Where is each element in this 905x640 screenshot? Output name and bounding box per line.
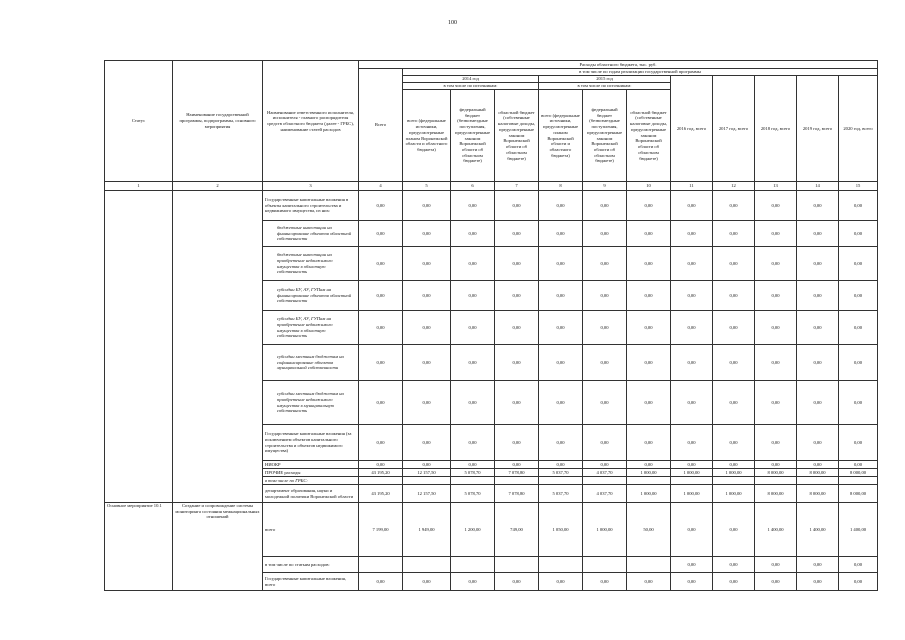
value-cell: 0,00 xyxy=(671,503,713,557)
value-cell: 43 195,20 xyxy=(359,469,403,477)
value-cell: 0,00 xyxy=(839,281,878,311)
value-cell: 0,00 xyxy=(451,461,495,469)
value-cell: 0,00 xyxy=(797,247,839,281)
event-status: Основное мероприятие 10.1 xyxy=(105,503,173,591)
value-cell: 0,00 xyxy=(403,425,451,461)
row-label: в том числе по статьям расходов: xyxy=(263,557,359,573)
value-cell: 0,00 xyxy=(359,425,403,461)
value-cell: 0,00 xyxy=(755,221,797,247)
column-number: 3 xyxy=(263,182,359,191)
value-cell: 0,00 xyxy=(839,557,878,573)
value-cell: 43 195,20 xyxy=(359,485,403,503)
value-cell xyxy=(403,477,451,485)
header-subtitle: в том числе по годам реализации государственной программы xyxy=(403,69,878,76)
value-cell: 0,00 xyxy=(839,191,878,221)
column-number: 2 xyxy=(173,182,263,191)
value-cell: 0,00 xyxy=(359,221,403,247)
header-src-regional-2014: областной бюджет (собственные налоговые доходы, предусмотренные законом Воронежской области об областном бюджете) xyxy=(495,90,539,182)
name-cell-empty xyxy=(173,191,263,503)
value-cell: 0,00 xyxy=(627,345,671,381)
value-cell: 0,00 xyxy=(451,381,495,425)
column-number: 11 xyxy=(671,182,713,191)
event-name: Создание и сопровождение системы мониторинга состояния межнациональных отношений xyxy=(173,503,263,591)
value-cell: 0,00 xyxy=(495,281,539,311)
row-label: Государственные капитальные вложения, всего xyxy=(263,573,359,591)
value-cell: 0,00 xyxy=(451,425,495,461)
row-label: субсидии БУ, АУ, ГУПам на финансирование объектов областной собственности xyxy=(263,281,359,311)
column-number: 5 xyxy=(403,182,451,191)
value-cell xyxy=(671,477,713,485)
header-expenses: Расходы областного бюджета, тыс. руб. xyxy=(359,61,878,69)
value-cell: 0,00 xyxy=(755,573,797,591)
value-cell xyxy=(839,477,878,485)
value-cell: 0,00 xyxy=(583,247,627,281)
value-cell: 8 000,00 xyxy=(839,469,878,477)
value-cell: 1 000,00 xyxy=(713,469,755,477)
value-cell: 0,00 xyxy=(713,381,755,425)
value-cell: 7 199,00 xyxy=(359,503,403,557)
value-cell xyxy=(495,557,539,573)
value-cell: 1 000,00 xyxy=(671,469,713,477)
value-cell xyxy=(627,557,671,573)
value-cell: 1 949,00 xyxy=(403,503,451,557)
value-cell: 1 400,00 xyxy=(797,503,839,557)
value-cell: 0,00 xyxy=(671,247,713,281)
value-cell: 0,00 xyxy=(671,221,713,247)
value-cell xyxy=(755,477,797,485)
value-cell: 0,00 xyxy=(671,557,713,573)
value-cell: 0,00 xyxy=(713,345,755,381)
value-cell: 0,00 xyxy=(359,281,403,311)
value-cell: 0,00 xyxy=(583,221,627,247)
header-2019: 2019 год, всего xyxy=(797,76,839,182)
row-label: ПРОЧИЕ расходы xyxy=(263,469,359,477)
value-cell: 0,00 xyxy=(403,191,451,221)
value-cell: 0,00 xyxy=(495,573,539,591)
value-cell: 5 078,70 xyxy=(451,485,495,503)
value-cell: 0,00 xyxy=(583,425,627,461)
value-cell: 0,00 xyxy=(671,191,713,221)
value-cell xyxy=(359,557,403,573)
header-year-2014: 2014 год xyxy=(403,76,539,83)
value-cell: 0,00 xyxy=(797,345,839,381)
value-cell: 0,00 xyxy=(451,247,495,281)
value-cell: 0,00 xyxy=(495,191,539,221)
value-cell: 0,00 xyxy=(583,191,627,221)
value-cell: 0,00 xyxy=(451,221,495,247)
header-src-regional-2015: областной бюджет (собственные налоговые доходы, предусмотренные законом Воронежской области об областном бюджете) xyxy=(627,90,671,182)
value-cell: 0,00 xyxy=(755,191,797,221)
row-label: Государственные капитальные вложения в объекты капитального строительства и недвижимого имущества, из них: xyxy=(263,191,359,221)
value-cell: 0,00 xyxy=(713,557,755,573)
value-cell: 0,00 xyxy=(495,345,539,381)
value-cell: 0,00 xyxy=(755,345,797,381)
value-cell: 0,00 xyxy=(627,381,671,425)
header-2018: 2018 год, всего xyxy=(755,76,797,182)
value-cell: 0,00 xyxy=(797,557,839,573)
value-cell: 0,00 xyxy=(671,345,713,381)
value-cell: 0,00 xyxy=(451,345,495,381)
value-cell: 0,00 xyxy=(539,461,583,469)
value-cell: 0,00 xyxy=(359,573,403,591)
value-cell: 0,00 xyxy=(755,281,797,311)
value-cell: 0,00 xyxy=(627,247,671,281)
value-cell: 0,00 xyxy=(359,191,403,221)
column-number: 12 xyxy=(713,182,755,191)
value-cell: 0,00 xyxy=(583,345,627,381)
value-cell: 0,00 xyxy=(839,247,878,281)
value-cell: 8 000,00 xyxy=(755,469,797,477)
value-cell: 0,00 xyxy=(583,573,627,591)
value-cell: 8 000,00 xyxy=(755,485,797,503)
header-src-total-2014: всего (федеральные источники, предусмотренные планом Воронежской области и областного бюджета) xyxy=(403,90,451,182)
column-number: 6 xyxy=(451,182,495,191)
value-cell: 0,00 xyxy=(403,281,451,311)
value-cell: 1 200,00 xyxy=(451,503,495,557)
value-cell xyxy=(583,477,627,485)
column-number: 7 xyxy=(495,182,539,191)
value-cell: 0,00 xyxy=(797,281,839,311)
value-cell xyxy=(403,557,451,573)
event-row xyxy=(105,503,878,557)
header-year-2015: 2015 год xyxy=(539,76,671,83)
value-cell: 0,00 xyxy=(539,573,583,591)
value-cell: 0,00 xyxy=(797,311,839,345)
column-number: 15 xyxy=(839,182,878,191)
value-cell: 0,00 xyxy=(839,221,878,247)
row-label: субсидии местным бюджетам на приобретение недвижимого имущества в муниципальную собственность xyxy=(263,381,359,425)
value-cell: 0,00 xyxy=(539,425,583,461)
column-number: 13 xyxy=(755,182,797,191)
value-cell: 0,00 xyxy=(797,381,839,425)
table-row xyxy=(105,191,878,221)
value-cell: 1 400,00 xyxy=(755,503,797,557)
row-label: бюджетные инвестиции на финансирование объектов областной собственности xyxy=(263,221,359,247)
value-cell: 5 037,70 xyxy=(539,469,583,477)
value-cell: 0,00 xyxy=(627,461,671,469)
value-cell: 0,00 xyxy=(713,281,755,311)
status-cell-empty xyxy=(105,191,173,503)
value-cell: 0,00 xyxy=(839,311,878,345)
event-label: всего xyxy=(263,503,359,557)
value-cell: 50,00 xyxy=(627,503,671,557)
value-cell: 1 000,00 xyxy=(671,485,713,503)
value-cell: 8 000,00 xyxy=(797,469,839,477)
column-number: 8 xyxy=(539,182,583,191)
value-cell: 0,00 xyxy=(671,461,713,469)
value-cell: 0,00 xyxy=(671,281,713,311)
value-cell: 4 037,70 xyxy=(583,469,627,477)
value-cell: 0,00 xyxy=(583,381,627,425)
budget-table xyxy=(104,60,878,591)
value-cell: 0,00 xyxy=(627,191,671,221)
value-cell: 0,00 xyxy=(797,461,839,469)
value-cell: 1 050,00 xyxy=(539,503,583,557)
row-label: департамент образования, науки и молодежной политики Воронежской области xyxy=(263,485,359,503)
value-cell: 0,00 xyxy=(627,281,671,311)
value-cell: 0,00 xyxy=(839,425,878,461)
value-cell: 0,00 xyxy=(539,345,583,381)
value-cell: 0,00 xyxy=(671,311,713,345)
value-cell: 0,00 xyxy=(539,281,583,311)
value-cell: 0,00 xyxy=(539,311,583,345)
row-label: бюджетные инвестиции на приобретение недвижимого имущества в областную собственность xyxy=(263,247,359,281)
value-cell: 4 037,70 xyxy=(583,485,627,503)
value-cell: 0,00 xyxy=(583,311,627,345)
value-cell xyxy=(797,477,839,485)
value-cell: 0,00 xyxy=(539,381,583,425)
value-cell: 0,00 xyxy=(755,557,797,573)
value-cell: 0,00 xyxy=(839,573,878,591)
column-number-row xyxy=(105,182,878,191)
value-cell xyxy=(583,557,627,573)
value-cell: 1 000,00 xyxy=(713,485,755,503)
value-cell: 1 000,00 xyxy=(583,503,627,557)
value-cell: 0,00 xyxy=(539,247,583,281)
row-label: в том числе по ГРБС: xyxy=(263,477,359,485)
value-cell: 0,00 xyxy=(797,191,839,221)
value-cell: 0,00 xyxy=(583,281,627,311)
value-cell: 0,00 xyxy=(451,573,495,591)
value-cell: 1 000,00 xyxy=(627,469,671,477)
value-cell: 0,00 xyxy=(755,247,797,281)
value-cell xyxy=(451,477,495,485)
page-number: 100 xyxy=(448,20,457,26)
value-cell: 0,00 xyxy=(755,425,797,461)
value-cell: 0,00 xyxy=(627,311,671,345)
value-cell: 0,00 xyxy=(755,461,797,469)
value-cell xyxy=(539,557,583,573)
value-cell: 0,00 xyxy=(495,461,539,469)
value-cell: 0,00 xyxy=(713,247,755,281)
row-label: субсидии местным бюджетам на софинансирование объектов муниципальной собственности xyxy=(263,345,359,381)
value-cell: 0,00 xyxy=(797,221,839,247)
value-cell xyxy=(627,477,671,485)
header-src-federal-2014: федеральный бюджет (безвозмездные поступления, предусмотренные законом Воронежской области об областном бюджете) xyxy=(451,90,495,182)
value-cell: 0,00 xyxy=(495,247,539,281)
header-name: Наименование государственной программы, подпрограммы, основного мероприятия xyxy=(173,61,263,182)
header-sources-2015: в том числе по источникам: xyxy=(539,83,671,90)
value-cell: 0,00 xyxy=(451,311,495,345)
value-cell: 0,00 xyxy=(713,311,755,345)
value-cell: 1 400,00 xyxy=(839,503,878,557)
value-cell: 0,00 xyxy=(583,461,627,469)
value-cell: 0,00 xyxy=(451,281,495,311)
value-cell: 0,00 xyxy=(451,191,495,221)
header-2020: 2020 год, всего xyxy=(839,76,878,182)
value-cell: 7 078,80 xyxy=(495,485,539,503)
value-cell: 12 157,50 xyxy=(403,469,451,477)
value-cell: 0,00 xyxy=(627,573,671,591)
value-cell: 0,00 xyxy=(359,247,403,281)
value-cell: 0,00 xyxy=(755,381,797,425)
value-cell: 0,00 xyxy=(839,345,878,381)
value-cell: 0,00 xyxy=(713,503,755,557)
value-cell: 0,00 xyxy=(359,381,403,425)
header-sources-2014: в том числе по источникам: xyxy=(403,83,539,90)
value-cell: 0,00 xyxy=(403,381,451,425)
value-cell: 5 078,70 xyxy=(451,469,495,477)
value-cell: 0,00 xyxy=(495,221,539,247)
column-number: 4 xyxy=(359,182,403,191)
row-label: Государственные капитальные вложения (за исключением объектов капитального строительства и объектов недвижимого имущества) xyxy=(263,425,359,461)
value-cell: 0,00 xyxy=(403,311,451,345)
value-cell: 0,00 xyxy=(713,221,755,247)
header-src-federal-2015: федеральный бюджет (безвозмездные поступления, предусмотренные законом Воронежской области об областном бюджете) xyxy=(583,90,627,182)
row-label: НИОКР xyxy=(263,461,359,469)
value-cell: 0,00 xyxy=(539,191,583,221)
header-2016: 2016 год, всего xyxy=(671,76,713,182)
value-cell: 0,00 xyxy=(713,191,755,221)
column-number: 9 xyxy=(583,182,627,191)
column-number: 14 xyxy=(797,182,839,191)
value-cell xyxy=(359,477,403,485)
header-2017: 2017 год, всего xyxy=(713,76,755,182)
value-cell: 8 000,00 xyxy=(839,485,878,503)
value-cell: 1 000,00 xyxy=(627,485,671,503)
value-cell: 0,00 xyxy=(713,461,755,469)
header-total: Всего xyxy=(359,69,403,182)
value-cell: 0,00 xyxy=(403,345,451,381)
value-cell: 7 078,80 xyxy=(495,469,539,477)
value-cell: 0,00 xyxy=(755,311,797,345)
column-number: 1 xyxy=(105,182,173,191)
value-cell: 12 157,50 xyxy=(403,485,451,503)
value-cell: 0,00 xyxy=(839,461,878,469)
value-cell: 0,00 xyxy=(539,221,583,247)
value-cell: 0,00 xyxy=(403,221,451,247)
value-cell: 0,00 xyxy=(359,461,403,469)
value-cell: 0,00 xyxy=(627,425,671,461)
value-cell: 0,00 xyxy=(671,381,713,425)
value-cell: 0,00 xyxy=(359,345,403,381)
value-cell: 0,00 xyxy=(495,381,539,425)
header-executor: Наименование ответственного исполнителя, исполнителя - главного распорядителя средств областного бюджета (далее - ГРБС), наименование статей расходов xyxy=(263,61,359,182)
value-cell: 0,00 xyxy=(627,221,671,247)
value-cell: 0,00 xyxy=(403,247,451,281)
value-cell: 0,00 xyxy=(671,573,713,591)
value-cell: 0,00 xyxy=(403,461,451,469)
value-cell: 0,00 xyxy=(797,425,839,461)
value-cell: 0,00 xyxy=(359,311,403,345)
header-status: Статус xyxy=(105,61,173,182)
value-cell: 0,00 xyxy=(495,425,539,461)
value-cell xyxy=(495,477,539,485)
value-cell: 0,00 xyxy=(713,425,755,461)
value-cell xyxy=(451,557,495,573)
header-src-total-2015: всего (федеральные источники, предусмотренные планом Воронежской области и областного бюджета) xyxy=(539,90,583,182)
column-number: 10 xyxy=(627,182,671,191)
value-cell xyxy=(713,477,755,485)
row-label: субсидии БУ, АУ, ГУПам на приобретение недвижимого имущества в областную собственность xyxy=(263,311,359,345)
value-cell: 0,00 xyxy=(495,311,539,345)
value-cell: 0,00 xyxy=(797,573,839,591)
value-cell: 0,00 xyxy=(403,573,451,591)
value-cell: 0,00 xyxy=(671,425,713,461)
value-cell: 0,00 xyxy=(713,573,755,591)
value-cell: 0,00 xyxy=(839,381,878,425)
value-cell: 5 037,70 xyxy=(539,485,583,503)
value-cell: 749,00 xyxy=(495,503,539,557)
value-cell xyxy=(539,477,583,485)
value-cell: 8 000,00 xyxy=(797,485,839,503)
